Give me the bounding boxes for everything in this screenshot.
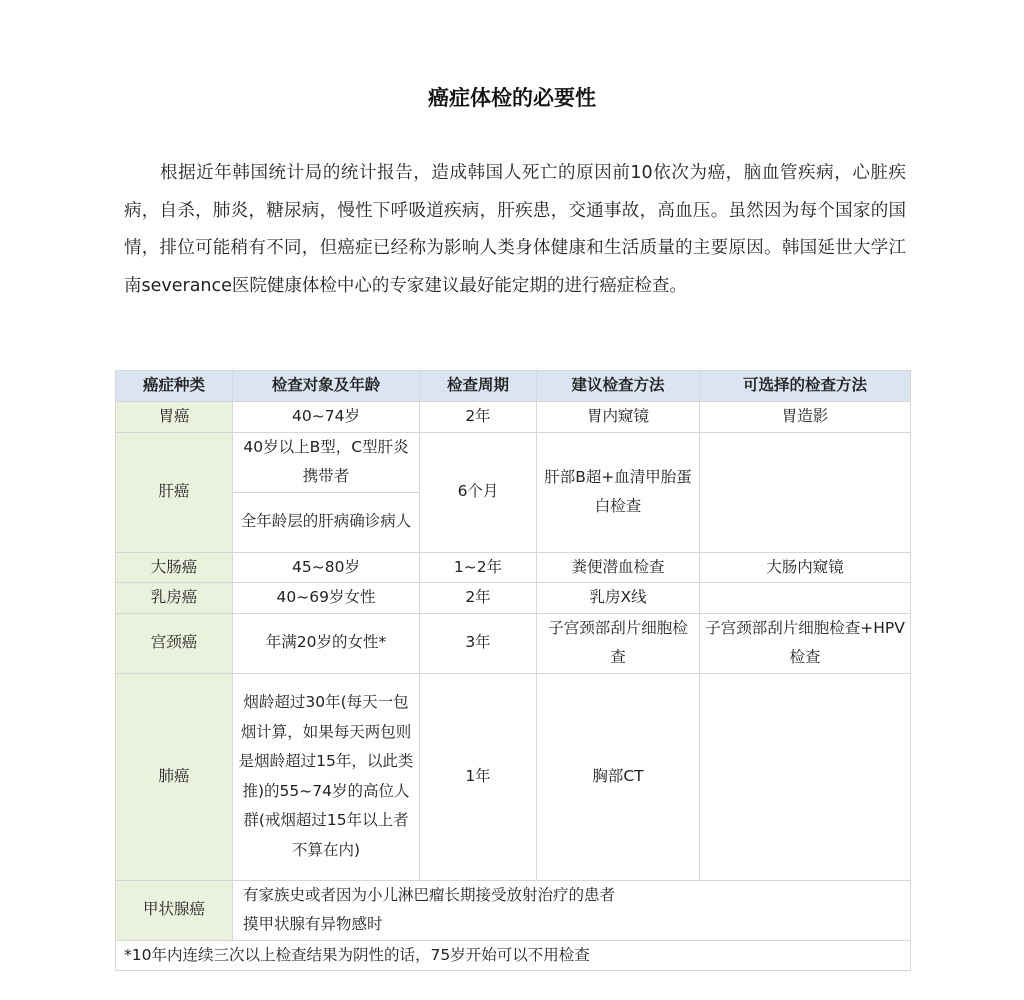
- cell-period: 1年: [420, 673, 537, 880]
- cell-cancer-type: 甲状腺癌: [116, 880, 233, 940]
- cell-target: 45~80岁: [233, 552, 420, 583]
- table-row: [116, 613, 911, 673]
- cell-method: 子宫颈部刮片细胞检查: [537, 613, 700, 673]
- table-row: [116, 880, 911, 940]
- table-footnote: *10年内连续三次以上检查结果为阴性的话，75岁开始可以不用检查: [116, 940, 911, 971]
- header-period: 检查周期: [420, 371, 537, 402]
- cell-period: 6个月: [420, 432, 537, 552]
- page-title: 癌症体检的必要性: [428, 86, 596, 110]
- cell-optional: 大肠内窥镜: [700, 552, 911, 583]
- cell-cancer-type: 胃癌: [116, 402, 233, 433]
- cell-optional: [700, 432, 911, 552]
- header-cancer-type: 癌症种类: [116, 371, 233, 402]
- cell-method: 粪便潜血检查: [537, 552, 700, 583]
- table-row: [116, 673, 911, 880]
- cell-cancer-type: 宫颈癌: [116, 613, 233, 673]
- thyroid-condition-1: 有家族史或者因为小儿淋巴瘤长期接受放射治疗的患者: [243, 885, 616, 904]
- cell-target: 40岁以上B型，C型肝炎携带者: [233, 432, 420, 492]
- cell-method: 肝部B超+血清甲胎蛋白检查: [537, 432, 700, 552]
- cell-optional: 子宫颈部刮片细胞检查+HPV检查: [700, 613, 911, 673]
- table-row: [116, 583, 911, 614]
- header-optional-method: 可选择的检查方法: [700, 371, 911, 402]
- cell-optional: 胃造影: [700, 402, 911, 433]
- cell-target: 全年龄层的肝病确诊病人: [233, 492, 420, 552]
- cell-method: 胃内窥镜: [537, 402, 700, 433]
- cell-method: 乳房X线: [537, 583, 700, 614]
- table-header-row: [116, 371, 911, 402]
- cell-method: 胸部CT: [537, 673, 700, 880]
- cell-thyroid-conditions: [233, 880, 911, 940]
- cancer-screening-table: [115, 370, 911, 971]
- cell-target: 烟龄超过30年(每天一包烟计算，如果每天两包则是烟龄超过15年，以此类推)的55~74岁的高位人群(戒烟超过15年以上者不算在内): [233, 673, 420, 880]
- cell-cancer-type: 肝癌: [116, 432, 233, 552]
- header-target-age: 检查对象及年龄: [233, 371, 420, 402]
- cell-optional: [700, 673, 911, 880]
- cell-cancer-type: 大肠癌: [116, 552, 233, 583]
- cell-cancer-type: 肺癌: [116, 673, 233, 880]
- cell-target: 40~74岁: [233, 402, 420, 433]
- header-recommended-method: 建议检查方法: [537, 371, 700, 402]
- table-row: [116, 552, 911, 583]
- cell-period: 2年: [420, 583, 537, 614]
- cell-cancer-type: 乳房癌: [116, 583, 233, 614]
- cell-period: 3年: [420, 613, 537, 673]
- cell-target: 40~69岁女性: [233, 583, 420, 614]
- thyroid-condition-2: 摸甲状腺有异物感时: [243, 915, 383, 933]
- cell-optional: [700, 583, 911, 614]
- cell-period: 2年: [420, 402, 537, 433]
- table-footnote-row: [116, 940, 911, 971]
- cell-period: 1~2年: [420, 552, 537, 583]
- table-row: [116, 402, 911, 433]
- table-row: [116, 432, 911, 492]
- intro-paragraph: 根据近年韩国统计局的统计报告，造成韩国人死亡的原因前10依次为癌，脑血管疾病，心脏疾病，自杀，肺炎，糖尿病，慢性下呼吸道疾病，肝疾患，交通事故，高血压。虽然因为每个国家的国情，排位可能稍有不同，但癌症已经称为影响人类身体健康和生活质量的主要原因。韩国延世大学江南severance医院健康体检中心的专家建议最好能定期的进行癌症检查。: [124, 163, 906, 296]
- cell-target: 年满20岁的女性*: [233, 613, 420, 673]
